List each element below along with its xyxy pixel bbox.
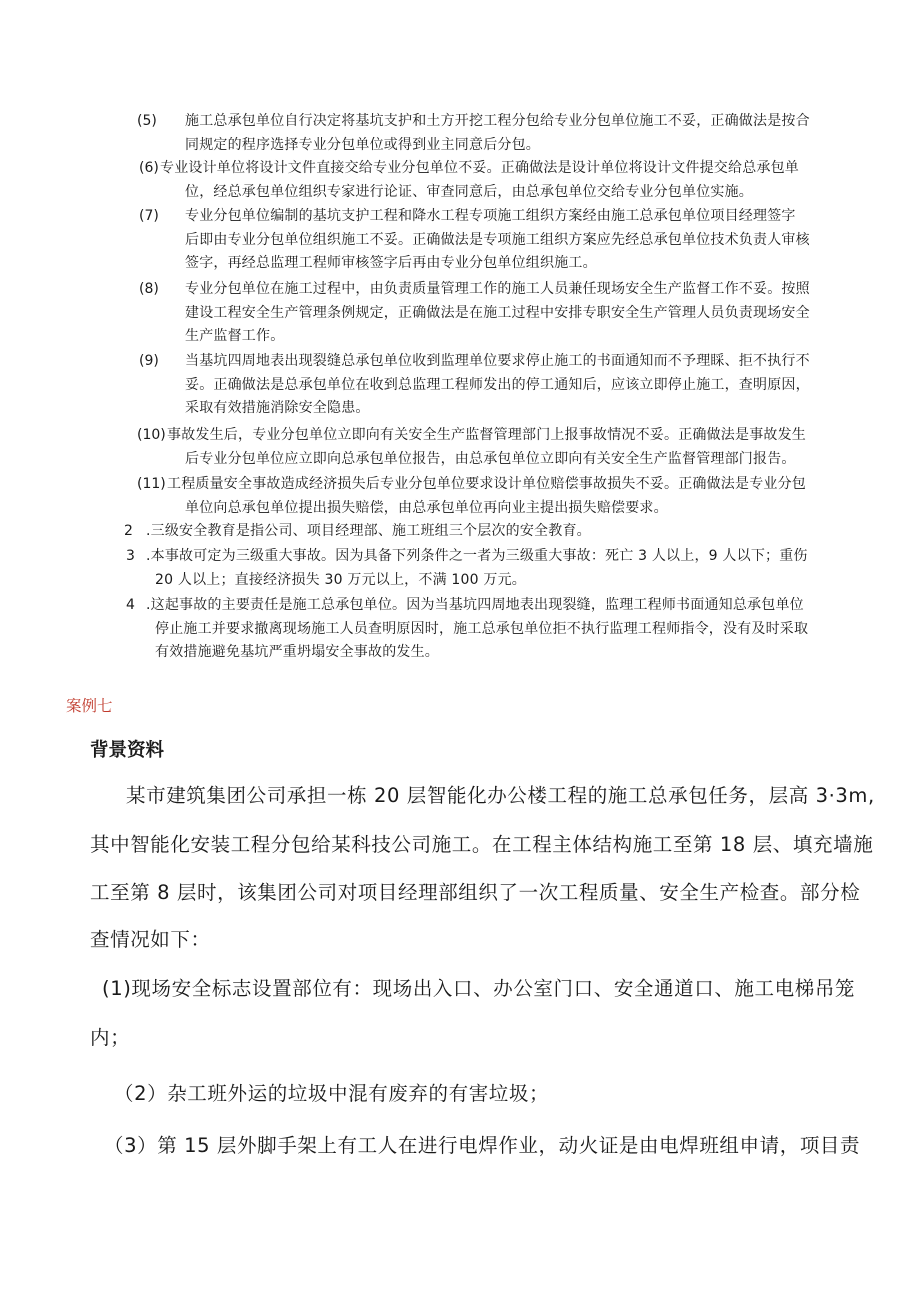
item-5-line-1: 施工总承包单位自行决定将基坑支护和土方开挖工程分包给专业分包单位施工不妥，正确做法是按合 [185, 113, 810, 129]
item-8-text [185, 278, 810, 349]
case-paragraph-line-1: 某市建筑集团公司承担一栋 20 层智能化办公楼工程的施工总承包任务，层高 3·3m, [126, 784, 875, 807]
item-11-line-2: 单位向总承包单位提出损失赔偿，由总承包单位再向业主提出损失赔偿要求。 [185, 499, 668, 516]
case-paragraph-line-2: 其中智能化安装工程分包给某科技公司施工。在工程主体结构施工至第 18 层、填充墙施 [90, 833, 874, 856]
item-8-line-2: 建设工程安全生产管理条例规定，正确做法是在施工过程中安排专职安全生产管理人员负责现场安全 [185, 304, 810, 321]
item-10-line-1: 事故发生后，专业分包单位立即向有关安全生产监督管理部门上报事故情况不妥。正确做法是事故发生 [167, 427, 806, 443]
item-5-label: (5) [137, 113, 157, 129]
case-paragraph-line-3: 工至第 8 层时，该集团公司对项目经理部组织了一次工程质量、安全生产检查。部分检 [90, 881, 861, 904]
answer-3-text [146, 545, 808, 592]
item-9-line-1: 当基坑四周地表出现裂缝总承包单位收到监理单位要求停止施工的书面通知而不予理睬、拒不执行不 [185, 353, 810, 369]
item-11-line-1: 工程质量安全事故造成经济损失后专业分包单位要求设计单位赔偿事故损失不妥。正确做法是专业分包 [167, 476, 806, 492]
item-7-line-2: 后即由专业分包单位组织施工不妥。正确做法是专项施工组织方案应先经总承包单位技术负责人审核 [185, 231, 810, 248]
item-6-line-2: 位，经总承包单位组织专家进行论证、审查同意后，由总承包单位交给专业分包单位实施。 [185, 183, 753, 200]
item-11-text [167, 473, 806, 520]
case-item-2: （2）杂工班外运的垃圾中混有废弃的有害垃圾； [114, 1082, 550, 1105]
background-heading: 背景资料 [90, 740, 165, 761]
answer-3-line-2: 20 人以上；直接经济损失 30 万元以上，不满 100 万元。 [155, 571, 527, 588]
item-7-line-3: 签字，再经总监理工程师审核签字后再由专业分包单位组织施工。 [185, 255, 597, 271]
answer-3-line-1: .本事故可定为三级重大事故。因为具备下列条件之一者为三级重大事故：死亡 3 人以上，9 人以下；重伤 [146, 548, 808, 564]
answer-4-line-1: .这起事故的主要责任是施工总承包单位。因为当基坑四周地表出现裂缝，监理工程师书面通知总承包单位 [146, 597, 804, 613]
item-7-label: (7) [139, 208, 159, 224]
item-11-label: (11) [137, 476, 166, 492]
answer-2-text [146, 520, 591, 544]
answer-4-line-3: 有效措施避免基坑严重坍塌安全事故的发生。 [155, 644, 439, 660]
answer-4-text [146, 594, 808, 665]
item-8-label: (8) [139, 281, 159, 297]
item-8-line-3: 生产监督工作。 [185, 328, 285, 344]
item-7-line-1: 专业分包单位编制的基坑支护工程和降水工程专项施工组织方案经由施工总承包单位项目经理签字 [185, 208, 796, 224]
answer-4-line-2: 停止施工并要求撤离现场施工人员查明原因时，施工总承包单位拒不执行监理工程师指令，没有及时采取 [155, 620, 809, 637]
case-item-1-line-1: (1)现场安全标志设置部位有：现场出入口、办公室门口、安全通道口、施工电梯吊笼 [102, 977, 856, 1000]
case-item-3: （3）第 15 层外脚手架上有工人在进行电焊作业，动火证是由电焊班组申请，项目责 [104, 1134, 861, 1157]
answer-3-label: 3 [126, 548, 135, 564]
item-9-label: (9) [139, 353, 159, 369]
answer-2-label: 2 [124, 523, 133, 539]
item-6-label: (6) [139, 160, 159, 176]
case-paragraph-line-4: 查情况如下： [90, 928, 211, 951]
case-title: 案例七 [66, 697, 113, 715]
case-item-1-line-2: 内； [90, 1026, 131, 1049]
item-10-label: (10) [137, 427, 166, 443]
item-7-text [185, 205, 810, 276]
item-10-line-2: 后专业分包单位应立即向总承包单位报告，由总承包单位立即向有关安全生产监督管理部门报告。 [185, 450, 796, 467]
item-9-line-2: 妥。正确做法是总承包单位在收到总监理工程师发出的停工通知后，应该立即停止施工，查明原因， [185, 376, 810, 393]
item-6-text [160, 157, 799, 204]
item-6-line-1: 专业设计单位将设计文件直接交给专业分包单位不妥。正确做法是设计单位将设计文件提交给总承包单 [160, 160, 799, 176]
item-5-text [185, 110, 810, 157]
item-8-line-1: 专业分包单位在施工过程中，由负责质量管理工作的施工人员兼任现场安全生产监督工作不妥。按照 [185, 281, 810, 297]
item-9-text [185, 350, 810, 421]
answer-2-line-1: .三级安全教育是指公司、项目经理部、施工班组三个层次的安全教育。 [146, 523, 591, 539]
item-5-line-2: 同规定的程序选择专业分包单位或得到业主同意后分包。 [185, 136, 540, 153]
answer-4-label: 4 [126, 597, 135, 613]
item-9-line-3: 采取有效措施消除安全隐患。 [185, 400, 370, 416]
item-10-text [167, 424, 806, 471]
